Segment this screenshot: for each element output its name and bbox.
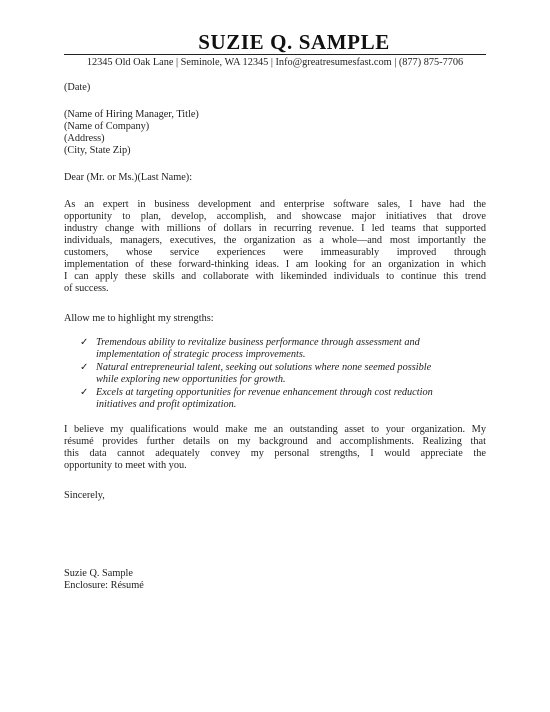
- recipient-block: [64, 109, 486, 157]
- recipient-address: (Address): [64, 133, 105, 144]
- checkmark-icon: ✓: [80, 362, 89, 373]
- paragraph-line: of success.: [64, 283, 109, 294]
- strengths-list: [80, 337, 480, 412]
- signature-name: Suzie Q. Sample: [64, 568, 133, 579]
- paragraph-line: opportunity to plan, develop, accomplish, and showcase major initiatives that drove: [64, 211, 486, 222]
- paragraph-line: résumé provides further details on my background and accomplishments. Realizing that: [64, 436, 486, 447]
- list-item: [80, 337, 480, 361]
- date: (Date): [64, 82, 91, 93]
- paragraph-line: As an expert in business development and enterprise software sales, I have had the: [64, 199, 486, 210]
- list-item-line: Tremendous ability to revitalize business performance through assessment and: [96, 337, 420, 348]
- recipient-name-title: (Name of Hiring Manager, Title): [64, 109, 199, 120]
- strengths-intro-block: [64, 313, 486, 325]
- salutation-block: [64, 172, 486, 184]
- paragraph-line: individuals, managers, executives, the organization as a whole—and most importantly the: [64, 235, 486, 246]
- list-item-line: Natural entrepreneurial talent, seeking out solutions where none seemed possible: [96, 362, 432, 373]
- paragraph-line: industry change with millions of dollars in recurring revenue. I led teams that supported: [64, 223, 486, 234]
- paragraph-closing: [64, 424, 486, 472]
- salutation: Dear (Mr. or Ms.)(Last Name):: [64, 172, 193, 183]
- paragraph-line: implementation of these forward-thinking ideas. I am looking for an organization in which: [64, 259, 486, 270]
- paragraph-intro: [64, 199, 486, 295]
- paragraph-line: customers, whose service experiences were immeasurably improved through: [64, 247, 486, 258]
- recipient-city-state-zip: (City, State Zip): [64, 145, 131, 156]
- applicant-name: SUZIE Q. SAMPLE: [198, 30, 390, 54]
- checkmark-icon: ✓: [80, 387, 89, 398]
- closing-block: [64, 490, 486, 502]
- recipient-company: (Name of Company): [64, 121, 150, 132]
- closing: Sincerely,: [64, 490, 105, 501]
- list-item-line: initiatives and profit optimization.: [96, 399, 237, 410]
- paragraph-line: this data cannot adequately convey my personal strengths, I would appreciate the: [64, 448, 486, 459]
- paragraph-line: opportunity to meet with you.: [64, 460, 187, 471]
- list-item: [80, 362, 480, 386]
- paragraph-line: I believe my qualifications would make me an outstanding asset to your organization. My: [64, 424, 486, 435]
- contact-line: 12345 Old Oak Lane | Seminole, WA 12345 | Info@greatresumesfast.com | (877) 875-7706: [64, 54, 486, 68]
- enclosure-line: Enclosure: Résumé: [64, 580, 144, 591]
- paragraph-line: I can apply these skills and collaborate with likeminded individuals to continue this trend: [64, 271, 486, 282]
- date-line: [64, 82, 486, 94]
- list-item-line: Excels at targeting opportunities for revenue enhancement through cost reduction: [96, 387, 433, 398]
- list-item-line: implementation of strategic process improvements.: [96, 349, 306, 360]
- list-item-line: while exploring new opportunities for growth.: [96, 374, 286, 385]
- signature-block: [64, 568, 486, 592]
- list-item: [80, 387, 480, 411]
- checkmark-icon: ✓: [80, 337, 89, 348]
- strengths-intro: Allow me to highlight my strengths:: [64, 313, 214, 324]
